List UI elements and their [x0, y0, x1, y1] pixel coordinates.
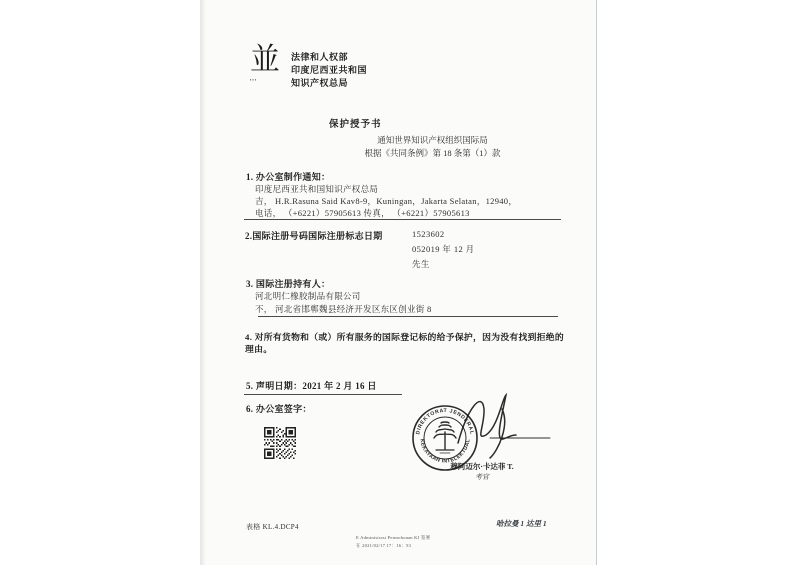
section-6-heading: 6. 办公室签字： — [246, 404, 312, 414]
logo-glyph: 並 — [250, 43, 280, 76]
issuer-line: 法律和人权部 — [291, 52, 349, 62]
issuer-block — [291, 51, 367, 91]
document-subtitle — [310, 134, 555, 159]
section-1-body — [255, 183, 517, 220]
office-name: 印度尼西亚共和国知识产权总局 — [255, 184, 379, 194]
section-5-heading: 5. 声明日期：2021 年 2 月 16 日 — [244, 379, 402, 395]
esign-note — [356, 534, 430, 549]
qr-code — [264, 427, 296, 459]
registration-date: 052019 年 12 月 — [412, 243, 475, 254]
office-phone-fax: 电话， （+6221）57905613 传真， （+6221）57905613 — [255, 208, 470, 219]
section-4-heading: 4. 对所有货物和（或）所有服务的国际登记标的给予保护，因为没有找到拒绝的理由。 — [245, 332, 564, 354]
esign-line: 在 2021/02/17 17：16：53 — [356, 542, 411, 548]
section-2-values — [412, 227, 475, 271]
section-2-heading: 2.国际注册号码国际注册标志日期 — [245, 231, 383, 241]
form-code: 表格 KL.4.DCP4 — [246, 523, 299, 531]
section-3-body — [255, 290, 432, 316]
holder-address: 不， 河北省邯郸魏县经济开发区东区创业街 8 — [255, 304, 432, 314]
section-1-heading: 1. 办公室制作通知： — [246, 172, 331, 182]
signer-name: 穆阿迈尔·卡达菲 T. — [450, 462, 514, 471]
holder-name: 河北明仁橡胶制品有限公司 — [255, 291, 361, 301]
subtitle-line: 根据《共同条例》第 18 条第（1）款 — [364, 147, 501, 158]
page-number-note: 哈拉曼 1 达里 1 — [496, 519, 547, 528]
djki-logo — [250, 44, 294, 82]
registration-salutation: 先生 — [412, 258, 430, 269]
divider — [258, 316, 558, 317]
signer-title: 考官 — [475, 473, 489, 481]
divider — [244, 219, 561, 220]
section-3-heading: 3. 国际注册持有人： — [246, 279, 331, 289]
stamp-ring-bottom-text: KEKAYAAN INTELEKTUAL — [418, 438, 472, 465]
registration-number: 1523602 — [412, 229, 445, 239]
esign-line: E Administrasi Permohonan KI 签署 — [356, 535, 431, 540]
office-address: 吉， H.R.Rasuna Said Kav8-9，Kuningan，Jakarta Selatan，12940， — [255, 196, 518, 207]
stamp-ring-top-text: DIREKTORAT JENDERAL — [415, 407, 475, 436]
document-page — [200, 0, 597, 565]
document-title: 保护授予书 — [329, 120, 382, 130]
signature — [440, 385, 555, 460]
subtitle-line: 通知世界知识产权组织国际局 — [377, 135, 488, 145]
logo-caption: ▪▪▪ — [250, 77, 258, 82]
issuer-line: 印度尼西亚共和国 — [291, 65, 368, 76]
section-5 — [244, 376, 402, 395]
issuer-line: 知识产权总局 — [291, 78, 349, 89]
